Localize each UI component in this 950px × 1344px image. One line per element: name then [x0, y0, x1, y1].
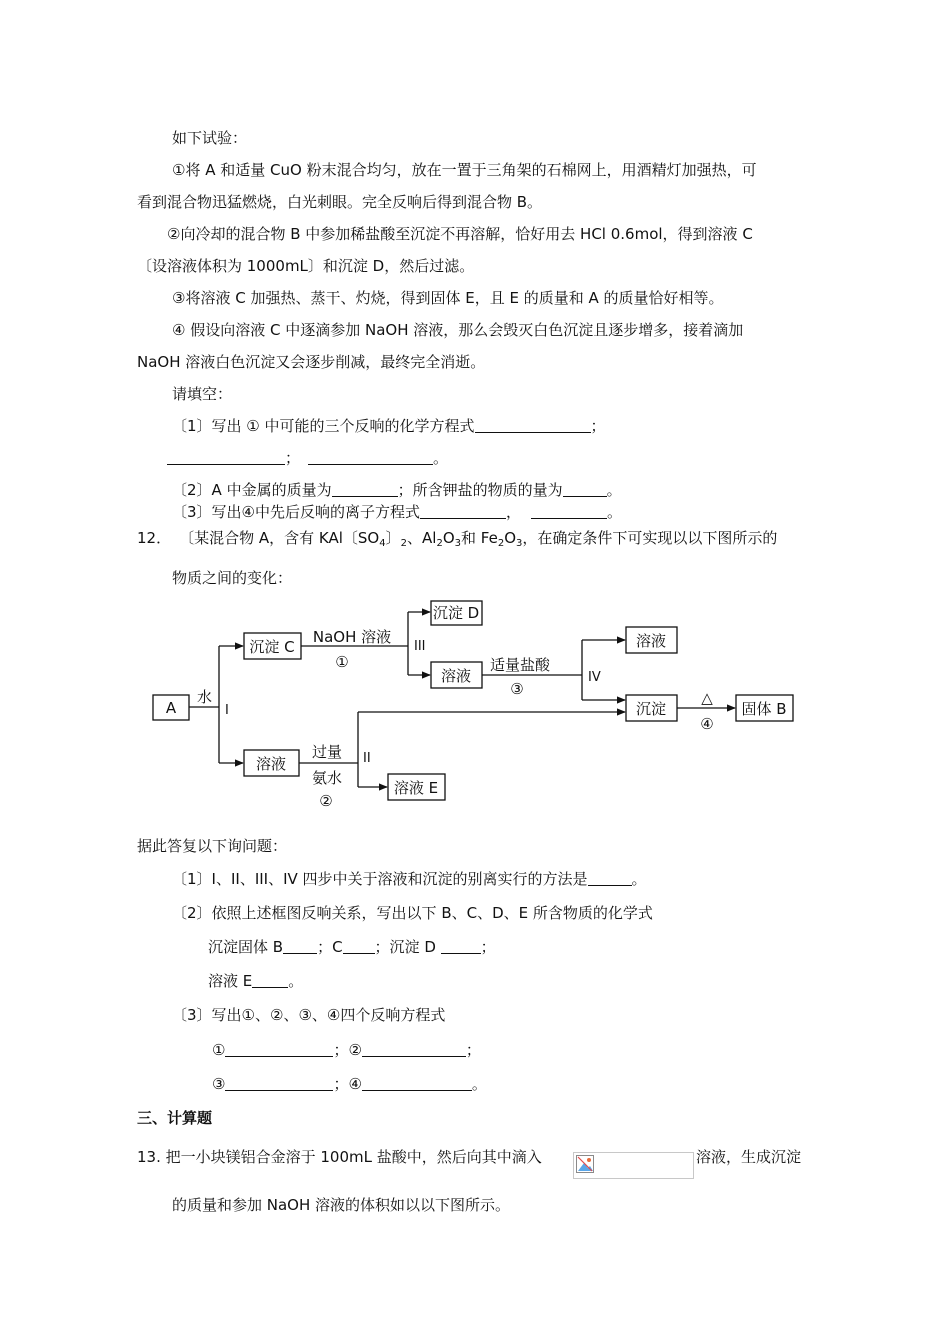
question-1-line-2 [167, 448, 448, 468]
label-circle-1: ① [335, 653, 349, 671]
separator: ； [465, 1041, 481, 1059]
answer-blank[interactable] [252, 972, 288, 988]
question-13-line-1b: 溶液，生成沉淀 [696, 1148, 802, 1166]
label-circle-2: ② [319, 792, 333, 810]
label-step-ii: II [363, 751, 371, 766]
answer-blank[interactable] [362, 1041, 466, 1057]
label-precip-right: 沉淀 [635, 700, 667, 718]
separator: ； [285, 449, 301, 467]
answer-3-label: ① [212, 1041, 226, 1059]
broken-image-placeholder [573, 1152, 694, 1179]
separator: 。 [631, 870, 647, 888]
label-step-iv: IV [588, 670, 601, 685]
q12-subscript: 3 [516, 538, 523, 549]
q12-text: 和 Fe [461, 529, 498, 547]
q12-text: O [442, 529, 455, 547]
label-naoh: NaOH 溶液 [312, 628, 392, 646]
answer-3-sub-line-2 [212, 1074, 487, 1094]
answer-blank[interactable] [308, 449, 433, 465]
answer-blank[interactable] [283, 938, 317, 954]
q12-subscript: 2 [436, 538, 443, 549]
q12-subscript: 3 [454, 538, 461, 549]
answer-blank[interactable] [225, 1041, 333, 1057]
label-water: 水 [197, 688, 213, 706]
answer-2-text: 溶液 E [208, 972, 253, 990]
answer-3-label: ③ [212, 1075, 226, 1093]
q12-text: 〕 [385, 529, 401, 547]
label-precip-d: 沉淀 D [432, 604, 480, 622]
separator: 。 [288, 972, 304, 990]
question-2-text-b: ；所含钾盐的物质的量为 [397, 481, 563, 499]
label-circle-4: ④ [700, 715, 714, 733]
separator: 。 [607, 503, 623, 521]
label-excess: 过量 [311, 743, 343, 761]
answer-blank[interactable] [531, 503, 607, 519]
label-circle-3: ③ [510, 680, 524, 698]
answer-blank[interactable] [167, 449, 285, 465]
intro-line: 如下试验： [172, 129, 248, 147]
answer-3-sub-line-1 [212, 1040, 481, 1060]
label-solution-right: 溶液 [635, 632, 667, 650]
q12-subscript: 2 [400, 538, 407, 549]
answer-blank[interactable] [588, 870, 632, 886]
answer-2-sub-line-1 [208, 937, 496, 957]
broken-image-icon [575, 1154, 597, 1176]
label-hcl: 适量盐酸 [489, 656, 551, 674]
answer-blank[interactable] [332, 481, 398, 497]
label-solid-b: 固体 B [741, 700, 787, 718]
question-13-line-2: 的质量和参加 NaOH 溶液的体积如以以下图所示。 [172, 1196, 511, 1214]
separator: 。 [433, 449, 449, 467]
answer-prompt: 据此答复以下询问题： [137, 837, 288, 855]
section-heading: 三、计算题 [137, 1109, 213, 1127]
answer-2-text: ；C [317, 938, 343, 956]
step-2-line-1: ②向冷却的混合物 B 中参加稀盐酸至沉淀不再溶解，恰好用去 HCl 0.6mol，得到溶液 C [167, 225, 753, 243]
step-2-line-2: 〔设溶液体积为 1000mL〕和沉淀 D，然后过滤。 [137, 257, 475, 275]
separator: ； [590, 417, 606, 435]
answer-blank[interactable] [362, 1075, 472, 1091]
label-a: A [165, 699, 177, 717]
separator: 。 [471, 1075, 487, 1093]
answer-blank[interactable] [343, 938, 375, 954]
fill-prompt: 请填空： [172, 385, 233, 403]
question-2-text-a: 〔2〕A 中金属的质量为 [172, 481, 332, 499]
label-solution-e: 溶液 E [393, 779, 439, 797]
answer-3-label: ；④ [333, 1075, 362, 1093]
label-precip-c: 沉淀 C [249, 638, 295, 656]
question-12-number: 12． [137, 529, 172, 547]
q12-subscript: 2 [497, 538, 505, 549]
step-1-line-2: 看到混合物迅猛燃烧，白光刺眼。完全反响后得到混合物 B。 [137, 193, 543, 211]
question-3-line [172, 502, 622, 522]
label-ammonia: 氨水 [311, 769, 343, 787]
answer-1-line [172, 869, 647, 889]
label-step-i: I [225, 703, 229, 718]
step-4-line-2: NaOH 溶液白色沉淀又会逐步削减，最终完全消逝。 [137, 353, 486, 371]
question-3-text: 〔3〕写出④中先后反响的离子方程式 [172, 503, 420, 521]
separator: ； [480, 938, 496, 956]
question-13-line-1a: 13. 把一小块镁铝合金溶于 100mL 盐酸中，然后向其中滴入 [137, 1148, 542, 1166]
q12-text: ，在确定条件下可实现以以下图所示的 [522, 529, 778, 547]
answer-blank[interactable] [475, 417, 591, 433]
answer-2-line: 〔2〕依照上述框图反响关系，写出以下 B、C、D、E 所含物质的化学式 [172, 904, 653, 922]
separator: ， [506, 503, 522, 521]
flow-diagram [0, 590, 950, 820]
question-2-line [172, 480, 622, 500]
q12-text: O [504, 529, 516, 547]
label-step-iii: III [414, 639, 426, 654]
question-1-text: 〔1〕写出 ① 中可能的三个反响的化学方程式 [172, 417, 475, 435]
answer-2-text: 沉淀固体 B [208, 938, 284, 956]
question-12-line-1 [137, 528, 777, 548]
step-3-line: ③将溶液 C 加强热、蒸干、灼烧，得到固体 E，且 E 的质量和 A 的质量恰好相等。 [172, 289, 724, 307]
answer-2-text: ；沉淀 D [374, 938, 441, 956]
q12-text: 〔某混合物 A，含有 KAl〔SO [179, 529, 380, 547]
step-1-line-1: ①将 A 和适量 CuO 粉末混合均匀，放在一置于三角架的石棉网上，用酒精灯加强热，可 [172, 161, 757, 179]
answer-2-sub-line-2 [208, 971, 303, 991]
label-solution-bottom: 溶液 [255, 755, 287, 773]
q12-text: 、Al [407, 529, 437, 547]
answer-blank[interactable] [441, 938, 481, 954]
answer-blank[interactable] [563, 481, 607, 497]
q12-subscript: 4 [379, 538, 386, 549]
answer-3-line: 〔3〕写出①、②、③、④四个反响方程式 [172, 1006, 446, 1024]
question-1-line-1 [172, 416, 606, 436]
answer-3-label: ；② [333, 1041, 362, 1059]
answer-blank[interactable] [420, 503, 506, 519]
answer-blank[interactable] [225, 1075, 333, 1091]
answer-1-text: 〔1〕I、II、III、IV 四步中关于溶液和沉淀的别离实行的方法是 [172, 870, 588, 888]
question-12-line-2: 物质之间的变化： [172, 569, 293, 587]
label-solution-top: 溶液 [440, 667, 472, 685]
separator: 。 [606, 481, 622, 499]
label-delta: △ [701, 689, 713, 707]
step-4-line-1: ④ 假设向溶液 C 中逐滴参加 NaOH 溶液，那么会毁灭白色沉淀且逐步增多，接着滴加 [172, 321, 744, 339]
